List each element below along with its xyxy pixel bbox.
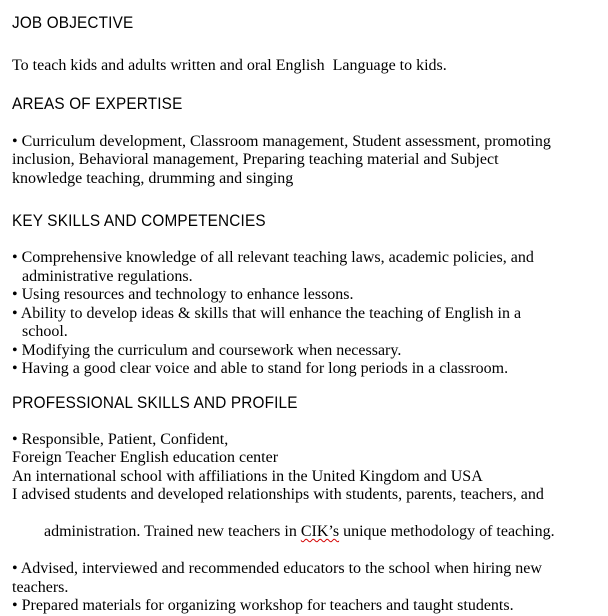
section-heading-job-objective: JOB OBJECTIVE <box>12 13 134 32</box>
text-segment: administration. Trained new teachers in <box>44 523 301 540</box>
text-line-continuation: school. <box>22 323 68 340</box>
bullet-line: • Comprehensive knowledge of all relevant teaching laws, academic policies, and <box>12 249 534 266</box>
bullet-line: • Curriculum development, Classroom management, Student assessment, promoting <box>12 132 551 150</box>
section-areas-of-expertise <box>12 95 594 189</box>
text-line: An international school with affiliations in the United Kingdom and USA <box>12 467 483 485</box>
bullet-line: • Responsible, Patient, Confident, <box>12 430 229 448</box>
section-key-skills <box>12 212 594 379</box>
text-line: inclusion, Behavioral management, Preparing teaching material and Subject <box>12 151 499 168</box>
bullet-line: • Having a good clear voice and able to stand for long periods in a classroom. <box>12 360 509 377</box>
bullet-line: • Modifying the curriculum and coursework when necessary. <box>12 341 402 359</box>
text-segment: unique methodology of teaching. <box>339 523 555 540</box>
text-line: I advised students and developed relationships with students, parents, teachers, and <box>12 486 544 503</box>
section-body <box>12 249 594 379</box>
bullet-line: • Ability to develop ideas & skills that will enhance the teaching of English in a <box>12 304 522 322</box>
section-body <box>12 57 594 76</box>
section-job-objective <box>12 14 594 76</box>
bullet-line: • Using resources and technology to enhance lessons. <box>12 286 354 303</box>
bullet-line: • Prepared materials for organizing workshop for teachers and taught students. <box>12 597 514 614</box>
bullet-line: • Advised, interviewed and recommended educators to the school when hiring new <box>12 560 542 577</box>
text-line: To teach kids and adults written and oral English Language to kids. <box>12 57 447 74</box>
section-body <box>12 133 594 189</box>
text-line-with-spellcheck <box>12 505 594 561</box>
text-line-continuation: administrative regulations. <box>22 267 193 285</box>
section-professional-skills <box>12 394 594 616</box>
text-line: knowledge teaching, drumming and singing <box>12 169 294 187</box>
section-body <box>12 431 594 616</box>
section-heading-key-skills: KEY SKILLS AND COMPETENCIES <box>12 211 266 230</box>
text-line-continuation: teachers. <box>12 578 69 596</box>
text-line: Foreign Teacher English education center <box>12 449 279 466</box>
spellcheck-flagged-word: CIK’s <box>300 523 340 540</box>
section-heading-professional-skills: PROFESSIONAL SKILLS AND PROFILE <box>12 392 298 412</box>
section-heading-areas-of-expertise: AREAS OF EXPERTISE <box>12 93 183 113</box>
